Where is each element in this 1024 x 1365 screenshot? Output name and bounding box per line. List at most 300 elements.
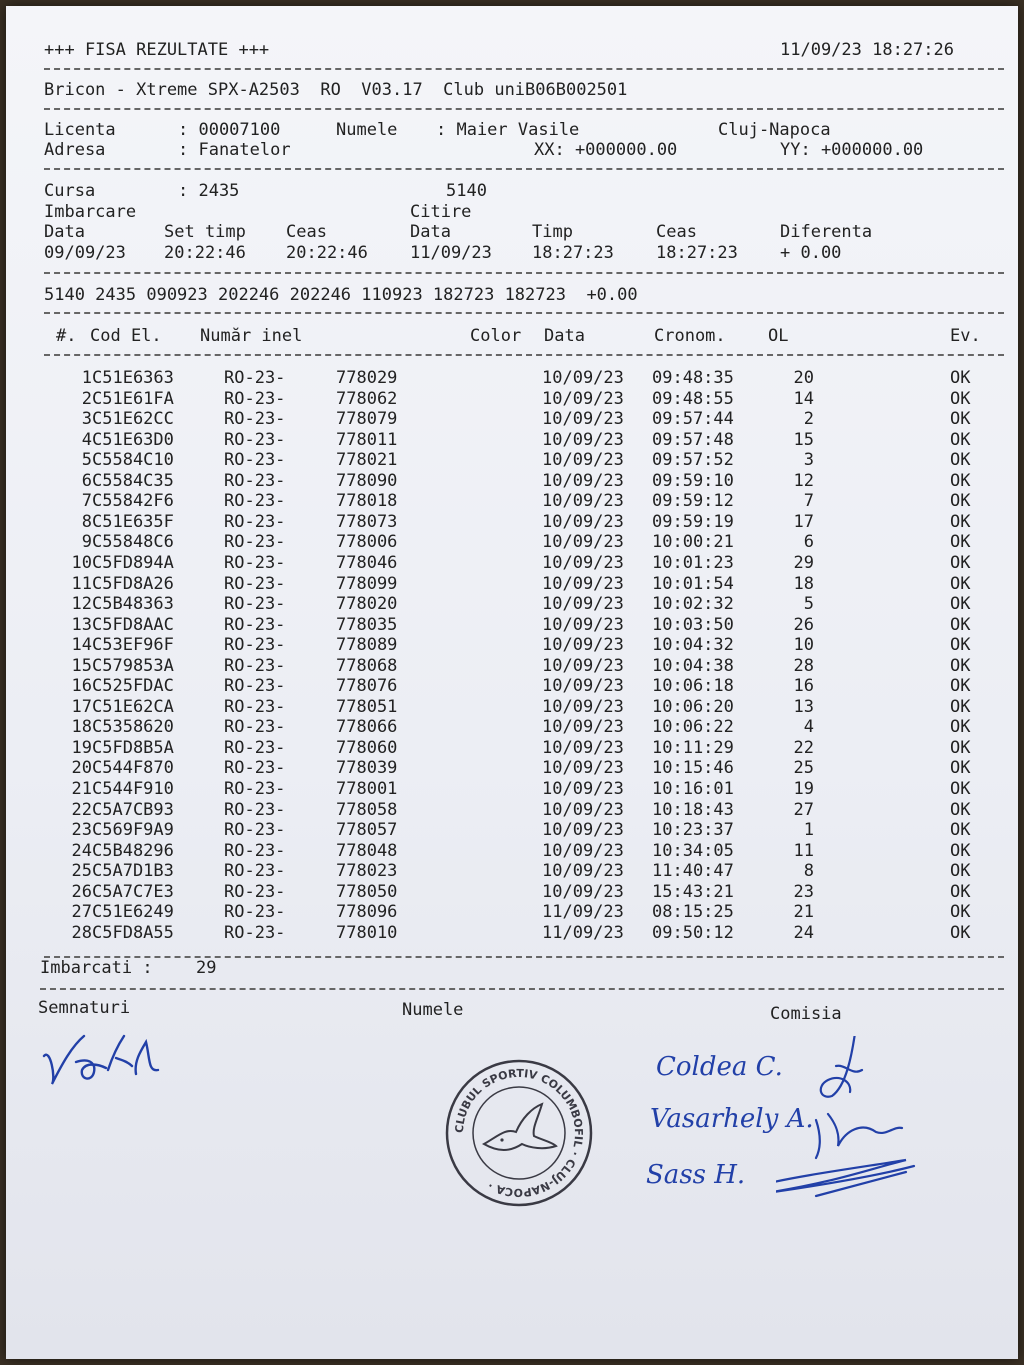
arrival-date: 10/09/23 bbox=[542, 717, 624, 738]
numele-footer-label: Numele bbox=[402, 1000, 464, 1020]
ev-status: OK bbox=[950, 429, 971, 450]
ev-status: OK bbox=[950, 902, 971, 923]
ol-value: 10 bbox=[793, 635, 814, 656]
ev-status: OK bbox=[950, 922, 971, 943]
val-ceas: 20:22:46 bbox=[286, 243, 368, 263]
row-number: 6 bbox=[81, 470, 92, 491]
val-timp: 18:27:23 bbox=[532, 243, 614, 263]
table-row bbox=[6, 512, 1018, 532]
owner-signature bbox=[36, 1022, 176, 1092]
table-row bbox=[6, 902, 1018, 922]
arrival-date: 10/09/23 bbox=[542, 532, 624, 553]
row-number: 21 bbox=[71, 779, 92, 799]
table-row bbox=[6, 800, 1018, 820]
row-number: 27 bbox=[71, 902, 92, 923]
cod-el: C5358620 bbox=[92, 717, 174, 738]
ev-status: OK bbox=[950, 799, 971, 820]
ring-prefix: RO-23- bbox=[224, 758, 286, 779]
arrival-date: 10/09/23 bbox=[542, 881, 624, 902]
commission-signatures bbox=[776, 1036, 1016, 1226]
arrival-date: 10/09/23 bbox=[542, 511, 624, 532]
divider bbox=[44, 312, 1004, 314]
row-number: 18 bbox=[71, 717, 92, 738]
col-ceas2: Ceas bbox=[656, 222, 697, 242]
ring-prefix: RO-23- bbox=[224, 840, 286, 861]
cursa-value: : 2435 bbox=[178, 181, 240, 201]
ring-number: 778099 bbox=[336, 573, 398, 594]
owner-city: Cluj-Napoca bbox=[718, 120, 831, 140]
th-data: Data bbox=[544, 326, 585, 346]
arrival-date: 10/09/23 bbox=[542, 470, 624, 491]
ev-status: OK bbox=[950, 779, 971, 799]
ol-value: 21 bbox=[793, 902, 814, 923]
ev-status: OK bbox=[950, 368, 971, 388]
cod-el: C5FD8AAC bbox=[92, 614, 174, 635]
cronom-time: 09:48:55 bbox=[652, 388, 734, 409]
cronom-time: 09:59:10 bbox=[652, 470, 734, 491]
row-number: 1 bbox=[81, 368, 92, 388]
ring-prefix: RO-23- bbox=[224, 635, 286, 656]
ring-number: 778023 bbox=[336, 861, 398, 882]
ring-number: 778066 bbox=[336, 717, 398, 738]
stamp-text: CLUBUL SPORTIV COLUMBOFIL · CLUJ-NAPOCA · bbox=[452, 1066, 586, 1200]
table-row bbox=[6, 676, 1018, 696]
licenta-value: : 00007100 bbox=[178, 120, 281, 140]
cod-el: C569F9A9 bbox=[92, 820, 174, 841]
ol-value: 25 bbox=[793, 758, 814, 779]
col-data: Data bbox=[44, 222, 85, 242]
summary-line: 5140 2435 090923 202246 202246 110923 182723 182723 +0.00 bbox=[44, 285, 638, 305]
cod-el: C5A7D1B3 bbox=[92, 861, 174, 882]
ring-prefix: RO-23- bbox=[224, 779, 286, 799]
table-row bbox=[6, 450, 1018, 470]
row-number: 11 bbox=[71, 573, 92, 594]
results-sheet bbox=[6, 6, 1018, 1359]
arrival-date: 10/09/23 bbox=[542, 409, 624, 430]
ring-prefix: RO-23- bbox=[224, 491, 286, 512]
cronom-time: 10:11:29 bbox=[652, 737, 734, 758]
cod-el: C579853A bbox=[92, 655, 174, 676]
arrival-date: 10/09/23 bbox=[542, 840, 624, 861]
table-row bbox=[6, 861, 1018, 881]
ol-value: 17 bbox=[793, 511, 814, 532]
cod-el: C544F910 bbox=[92, 779, 174, 799]
cronom-time: 10:01:23 bbox=[652, 552, 734, 573]
row-number: 13 bbox=[71, 614, 92, 635]
ring-prefix: RO-23- bbox=[224, 717, 286, 738]
ring-prefix: RO-23- bbox=[224, 922, 286, 943]
ring-number: 778021 bbox=[336, 450, 398, 471]
ev-status: OK bbox=[950, 532, 971, 553]
arrival-date: 11/09/23 bbox=[542, 902, 624, 923]
ev-status: OK bbox=[950, 594, 971, 615]
cod-el: C51E6363 bbox=[92, 368, 174, 388]
ol-value: 14 bbox=[793, 388, 814, 409]
club-stamp bbox=[444, 1058, 594, 1208]
arrival-date: 10/09/23 bbox=[542, 368, 624, 388]
ring-prefix: RO-23- bbox=[224, 368, 286, 388]
cronom-time: 11:40:47 bbox=[652, 861, 734, 882]
col-timp: Timp bbox=[532, 222, 573, 242]
ev-status: OK bbox=[950, 655, 971, 676]
cronom-time: 09:48:35 bbox=[652, 368, 734, 388]
cod-el: C5A7C7E3 bbox=[92, 881, 174, 902]
ring-prefix: RO-23- bbox=[224, 799, 286, 820]
ring-prefix: RO-23- bbox=[224, 511, 286, 532]
ring-number: 778039 bbox=[336, 758, 398, 779]
ev-status: OK bbox=[950, 758, 971, 779]
cronom-time: 10:23:37 bbox=[652, 820, 734, 841]
cod-el: C55842F6 bbox=[92, 491, 174, 512]
ring-number: 778079 bbox=[336, 409, 398, 430]
ring-prefix: RO-23- bbox=[224, 388, 286, 409]
cronom-time: 09:57:52 bbox=[652, 450, 734, 471]
ring-number: 778076 bbox=[336, 676, 398, 697]
semnaturi-label: Semnaturi bbox=[38, 998, 131, 1018]
device-line: Bricon - Xtreme SPX-A2503 RO V03.17 Club uniB06B002501 bbox=[44, 80, 628, 100]
arrival-date: 10/09/23 bbox=[542, 450, 624, 471]
ring-number: 778001 bbox=[336, 779, 398, 799]
ring-prefix: RO-23- bbox=[224, 881, 286, 902]
ol-value: 20 bbox=[793, 368, 814, 388]
ev-status: OK bbox=[950, 491, 971, 512]
ev-status: OK bbox=[950, 409, 971, 430]
ring-number: 778018 bbox=[336, 491, 398, 512]
table-row bbox=[6, 635, 1018, 655]
ol-value: 3 bbox=[803, 450, 814, 471]
comisia-label: Comisia bbox=[770, 1004, 842, 1024]
ol-value: 11 bbox=[793, 840, 814, 861]
ring-prefix: RO-23- bbox=[224, 532, 286, 553]
ring-prefix: RO-23- bbox=[224, 552, 286, 573]
ev-status: OK bbox=[950, 573, 971, 594]
ol-value: 13 bbox=[793, 696, 814, 717]
cronom-time: 10:01:54 bbox=[652, 573, 734, 594]
ring-number: 778057 bbox=[336, 820, 398, 841]
divider bbox=[40, 988, 1004, 990]
ev-status: OK bbox=[950, 676, 971, 697]
arrival-date: 10/09/23 bbox=[542, 573, 624, 594]
ol-value: 12 bbox=[793, 470, 814, 491]
adresa-value: : Fanatelor bbox=[178, 140, 291, 160]
row-number: 28 bbox=[71, 922, 92, 943]
col-diferenta: Diferenta bbox=[780, 222, 873, 242]
col-ceas: Ceas bbox=[286, 222, 327, 242]
ol-value: 23 bbox=[793, 881, 814, 902]
cronom-time: 09:57:44 bbox=[652, 409, 734, 430]
ring-number: 778096 bbox=[336, 902, 398, 923]
cod-el: C5FD894A bbox=[92, 552, 174, 573]
th-color: Color bbox=[470, 326, 522, 346]
ring-number: 778006 bbox=[336, 532, 398, 553]
ev-status: OK bbox=[950, 737, 971, 758]
row-number: 12 bbox=[71, 594, 92, 615]
row-number: 7 bbox=[81, 491, 92, 512]
ring-number: 778010 bbox=[336, 922, 398, 943]
cod-el: C5FD8A55 bbox=[92, 922, 174, 943]
ring-number: 778050 bbox=[336, 881, 398, 902]
cronom-time: 10:02:32 bbox=[652, 594, 734, 615]
arrival-date: 10/09/23 bbox=[542, 635, 624, 656]
ev-status: OK bbox=[950, 511, 971, 532]
cod-el: C5FD8B5A bbox=[92, 737, 174, 758]
th-inel: Număr inel bbox=[200, 326, 303, 346]
ol-value: 28 bbox=[793, 655, 814, 676]
licenta-label: Licenta bbox=[44, 120, 116, 140]
ev-status: OK bbox=[950, 470, 971, 491]
row-number: 23 bbox=[71, 820, 92, 841]
arrival-date: 10/09/23 bbox=[542, 614, 624, 635]
table-row bbox=[6, 758, 1018, 778]
divider bbox=[44, 108, 1004, 110]
arrival-date: 10/09/23 bbox=[542, 594, 624, 615]
cronom-time: 10:18:43 bbox=[652, 799, 734, 820]
arrival-date: 10/09/23 bbox=[542, 820, 624, 841]
table-row bbox=[6, 368, 1018, 388]
ev-status: OK bbox=[950, 881, 971, 902]
arrival-date: 10/09/23 bbox=[542, 799, 624, 820]
cod-el: C544F870 bbox=[92, 758, 174, 779]
row-number: 14 bbox=[71, 635, 92, 656]
ring-prefix: RO-23- bbox=[224, 429, 286, 450]
col-data2: Data bbox=[410, 222, 451, 242]
adresa-label: Adresa bbox=[44, 140, 106, 160]
ev-status: OK bbox=[950, 696, 971, 717]
divider bbox=[44, 956, 1004, 958]
row-number: 4 bbox=[81, 429, 92, 450]
row-number: 3 bbox=[81, 409, 92, 430]
cursa-label: Cursa bbox=[44, 181, 96, 201]
val-set-timp: 20:22:46 bbox=[164, 243, 246, 263]
th-ev: Ev. bbox=[950, 326, 981, 346]
imbarcati-count: 29 bbox=[196, 958, 217, 978]
table-row bbox=[6, 820, 1018, 840]
table-row bbox=[6, 882, 1018, 902]
ev-status: OK bbox=[950, 450, 971, 471]
row-number: 20 bbox=[71, 758, 92, 779]
row-number: 5 bbox=[81, 450, 92, 471]
ring-prefix: RO-23- bbox=[224, 409, 286, 430]
col-set-timp: Set timp bbox=[164, 222, 246, 242]
table-row bbox=[6, 738, 1018, 758]
arrival-date: 10/09/23 bbox=[542, 779, 624, 799]
commission-member-3: Sass H. bbox=[646, 1160, 746, 1190]
yy-coordinate: YY: +000000.00 bbox=[780, 140, 924, 160]
val-data: 09/09/23 bbox=[44, 243, 126, 263]
cod-el: C51E6249 bbox=[92, 902, 174, 923]
cod-el: C51E635F bbox=[92, 511, 174, 532]
arrival-date: 10/09/23 bbox=[542, 429, 624, 450]
owner-name: : Maier Vasile bbox=[436, 120, 580, 140]
cronom-time: 15:43:21 bbox=[652, 881, 734, 902]
divider bbox=[44, 168, 1004, 170]
ring-prefix: RO-23- bbox=[224, 573, 286, 594]
row-number: 17 bbox=[71, 696, 92, 717]
row-number: 24 bbox=[71, 840, 92, 861]
th-cronom: Cronom. bbox=[654, 326, 726, 346]
commission-member-2: Vasarhely A. bbox=[650, 1104, 814, 1134]
th-number: #. bbox=[56, 326, 77, 346]
arrival-date: 10/09/23 bbox=[542, 696, 624, 717]
ring-number: 778090 bbox=[336, 470, 398, 491]
ol-value: 4 bbox=[803, 717, 814, 738]
ring-number: 778029 bbox=[336, 368, 398, 388]
row-number: 16 bbox=[71, 676, 92, 697]
cronom-time: 09:59:12 bbox=[652, 491, 734, 512]
ev-status: OK bbox=[950, 552, 971, 573]
cod-el: C51E61FA bbox=[92, 388, 174, 409]
cronom-time: 10:06:22 bbox=[652, 717, 734, 738]
ring-prefix: RO-23- bbox=[224, 450, 286, 471]
ol-value: 8 bbox=[803, 861, 814, 882]
ring-prefix: RO-23- bbox=[224, 594, 286, 615]
table-row bbox=[6, 923, 1018, 943]
numele-label: Numele bbox=[336, 120, 398, 140]
table-row bbox=[6, 779, 1018, 799]
ring-number: 778051 bbox=[336, 696, 398, 717]
ring-number: 778058 bbox=[336, 799, 398, 820]
row-number: 22 bbox=[71, 799, 92, 820]
arrival-date: 10/09/23 bbox=[542, 655, 624, 676]
divider bbox=[44, 354, 1004, 356]
ring-prefix: RO-23- bbox=[224, 902, 286, 923]
table-row bbox=[6, 430, 1018, 450]
table-row bbox=[6, 697, 1018, 717]
ev-status: OK bbox=[950, 717, 971, 738]
imbarcati-label: Imbarcati : bbox=[40, 958, 153, 978]
cronom-time: 10:04:38 bbox=[652, 655, 734, 676]
table-row bbox=[6, 615, 1018, 635]
cronom-time: 10:00:21 bbox=[652, 532, 734, 553]
row-number: 25 bbox=[71, 861, 92, 882]
cronom-time: 09:57:48 bbox=[652, 429, 734, 450]
ol-value: 2 bbox=[803, 409, 814, 430]
ol-value: 7 bbox=[803, 491, 814, 512]
table-row bbox=[6, 491, 1018, 511]
table-row bbox=[6, 471, 1018, 491]
ev-status: OK bbox=[950, 861, 971, 882]
cronom-time: 10:06:18 bbox=[652, 676, 734, 697]
ol-value: 29 bbox=[793, 552, 814, 573]
cronom-time: 10:04:32 bbox=[652, 635, 734, 656]
table-row bbox=[6, 594, 1018, 614]
val-ceas2: 18:27:23 bbox=[656, 243, 738, 263]
ev-status: OK bbox=[950, 840, 971, 861]
ring-number: 778068 bbox=[336, 655, 398, 676]
print-timestamp: 11/09/23 18:27:26 bbox=[780, 40, 954, 60]
table-row bbox=[6, 717, 1018, 737]
table-row bbox=[6, 553, 1018, 573]
ring-prefix: RO-23- bbox=[224, 737, 286, 758]
ol-value: 6 bbox=[803, 532, 814, 553]
table-row bbox=[6, 574, 1018, 594]
ring-number: 778020 bbox=[336, 594, 398, 615]
divider bbox=[44, 68, 1004, 70]
race-code: 5140 bbox=[446, 181, 487, 201]
cronom-time: 10:06:20 bbox=[652, 696, 734, 717]
row-number: 2 bbox=[81, 388, 92, 409]
ring-number: 778048 bbox=[336, 840, 398, 861]
cronom-time: 09:59:19 bbox=[652, 511, 734, 532]
arrival-date: 10/09/23 bbox=[542, 861, 624, 882]
th-ol: OL bbox=[768, 326, 789, 346]
cod-el: C5B48296 bbox=[92, 840, 174, 861]
ol-value: 24 bbox=[793, 922, 814, 943]
th-cod: Cod El. bbox=[90, 326, 162, 346]
arrival-date: 10/09/23 bbox=[542, 388, 624, 409]
sheet-title: +++ FISA REZULTATE +++ bbox=[44, 40, 270, 60]
row-number: 9 bbox=[81, 532, 92, 553]
ring-number: 778060 bbox=[336, 737, 398, 758]
table-row bbox=[6, 841, 1018, 861]
table-row bbox=[6, 389, 1018, 409]
ol-value: 1 bbox=[803, 820, 814, 841]
xx-coordinate: XX: +000000.00 bbox=[534, 140, 678, 160]
row-number: 26 bbox=[71, 881, 92, 902]
cronom-time: 10:16:01 bbox=[652, 779, 734, 799]
ring-prefix: RO-23- bbox=[224, 676, 286, 697]
arrival-date: 10/09/23 bbox=[542, 552, 624, 573]
cod-el: C55848C6 bbox=[92, 532, 174, 553]
ol-value: 5 bbox=[803, 594, 814, 615]
ring-number: 778089 bbox=[336, 635, 398, 656]
ol-value: 22 bbox=[793, 737, 814, 758]
ev-status: OK bbox=[950, 820, 971, 841]
ring-prefix: RO-23- bbox=[224, 614, 286, 635]
cod-el: C51E62CC bbox=[92, 409, 174, 430]
ol-value: 16 bbox=[793, 676, 814, 697]
arrival-date: 10/09/23 bbox=[542, 676, 624, 697]
ring-number: 778073 bbox=[336, 511, 398, 532]
table-row bbox=[6, 532, 1018, 552]
citire-label: Citire bbox=[410, 202, 472, 222]
ev-status: OK bbox=[950, 614, 971, 635]
cod-el: C5B48363 bbox=[92, 594, 174, 615]
ring-number: 778046 bbox=[336, 552, 398, 573]
ring-prefix: RO-23- bbox=[224, 820, 286, 841]
ring-prefix: RO-23- bbox=[224, 696, 286, 717]
cod-el: C5FD8A26 bbox=[92, 573, 174, 594]
ol-value: 26 bbox=[793, 614, 814, 635]
divider bbox=[44, 272, 1004, 274]
ring-prefix: RO-23- bbox=[224, 861, 286, 882]
cod-el: C51E63D0 bbox=[92, 429, 174, 450]
cronom-time: 09:50:12 bbox=[652, 922, 734, 943]
cod-el: C5A7CB93 bbox=[92, 799, 174, 820]
row-number: 19 bbox=[71, 737, 92, 758]
cod-el: C5584C35 bbox=[92, 470, 174, 491]
table-row bbox=[6, 656, 1018, 676]
table-row bbox=[6, 409, 1018, 429]
ev-status: OK bbox=[950, 635, 971, 656]
row-number: 10 bbox=[71, 552, 92, 573]
cronom-time: 10:15:46 bbox=[652, 758, 734, 779]
ol-value: 19 bbox=[793, 779, 814, 799]
cod-el: C53EF96F bbox=[92, 635, 174, 656]
cronom-time: 10:03:50 bbox=[652, 614, 734, 635]
arrival-date: 10/09/23 bbox=[542, 758, 624, 779]
arrival-date: 10/09/23 bbox=[542, 491, 624, 512]
cronom-time: 08:15:25 bbox=[652, 902, 734, 923]
arrival-date: 10/09/23 bbox=[542, 737, 624, 758]
ring-prefix: RO-23- bbox=[224, 470, 286, 491]
cod-el: C51E62CA bbox=[92, 696, 174, 717]
commission-member-1: Coldea C. bbox=[656, 1052, 783, 1082]
ring-prefix: RO-23- bbox=[224, 655, 286, 676]
ring-number: 778035 bbox=[336, 614, 398, 635]
row-number: 15 bbox=[71, 655, 92, 676]
cod-el: C525FDAC bbox=[92, 676, 174, 697]
